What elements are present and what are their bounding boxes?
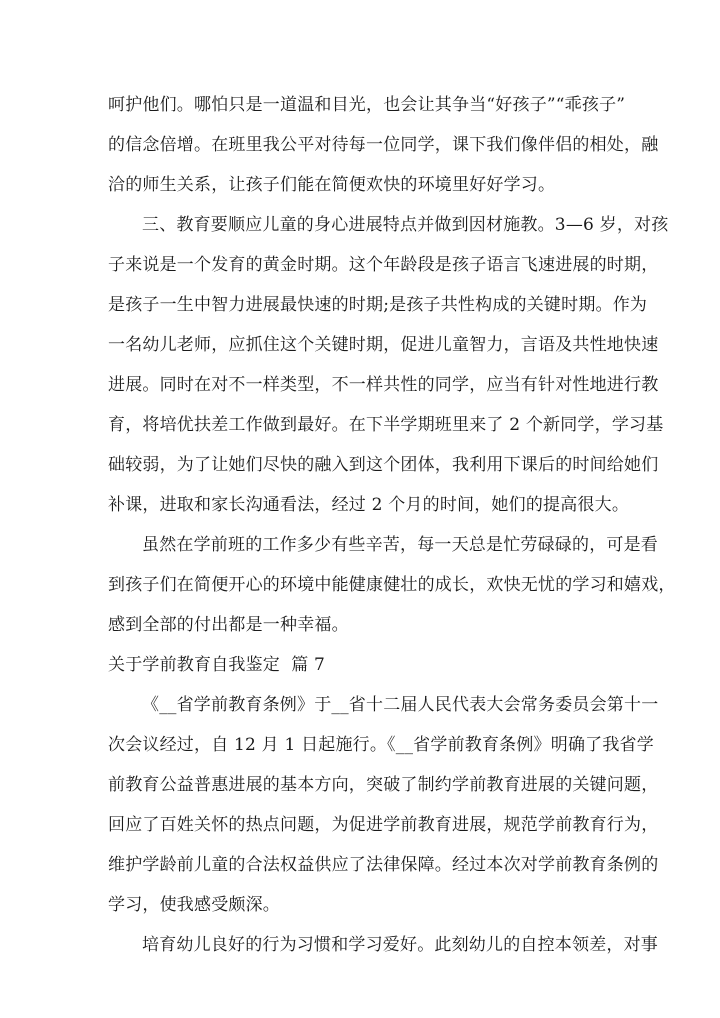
paragraph-line: 是孩子一生中智力进展最快速的时期;是孩子共性构成的关键时期。作为 bbox=[108, 295, 648, 315]
paragraph-line: 洽的师生关系，让孩子们能在简便欢快的环境里好好学习。 bbox=[108, 175, 556, 195]
paragraph-line: 进展。同时在对不一样类型，不一样共性的同学，应当有针对性地进行教 bbox=[108, 375, 659, 395]
paragraph-line: 子来说是一个发育的黄金时期。这个年龄段是孩子语言飞速进展的时期， bbox=[108, 255, 659, 275]
paragraph-line: 础较弱，为了让她们尽快的融入到这个团体，我利用下课后的时间给她们 bbox=[108, 455, 659, 475]
paragraph-line: 学习，使我感受颇深。 bbox=[108, 895, 280, 915]
paragraph-line: 三、教育要顺应儿童的身心进展特点并做到因材施教。3—6 岁，对孩 bbox=[142, 215, 669, 235]
paragraph-line: 补课，进取和家长沟通看法，经过 2 个月的时间，她们的提高很大。 bbox=[108, 495, 630, 515]
paragraph-line: 感到全部的付出都是一种幸福。 bbox=[108, 615, 349, 635]
paragraph-line: 《__省学前教育条例》于__省十二届人民代表大会常务委员会第十一 bbox=[142, 695, 659, 715]
paragraph-line: 培育幼儿良好的行为习惯和学习爱好。此刻幼儿的自控本领差，对事 bbox=[142, 935, 658, 955]
paragraph-line: 到孩子们在简便开心的环境中能健康健壮的成长，欢快无忧的学习和嬉戏， bbox=[108, 575, 676, 595]
paragraph-line: 虽然在学前班的工作多少有些辛苦，每一天总是忙劳碌碌的，可是看 bbox=[142, 535, 658, 555]
paragraph-line: 回应了百姓关怀的热点问题，为促进学前教育进展，规范学前教育行为， bbox=[108, 815, 659, 835]
paragraph-line: 一名幼儿老师，应抓住这个关键时期，促进儿童智力，言语及共性地快速 bbox=[108, 335, 659, 355]
paragraph-line: 次会议经过，自 12 月 1 日起施行。《__省学前教育条例》明确了我省学 bbox=[108, 735, 654, 755]
section-heading: 关于学前教育自我鉴定 篇 7 bbox=[108, 655, 326, 675]
paragraph-line: 呵护他们。哪怕只是一道温和目光，也会让其争当“好孩子”“乖孩子” bbox=[108, 95, 626, 115]
paragraph-line: 维护学龄前儿童的合法权益供应了法律保障。经过本次对学前教育条例的 bbox=[108, 855, 659, 875]
paragraph-line: 育，将培优扶差工作做到最好。在下半学期班里来了 2 个新同学，学习基 bbox=[108, 415, 664, 435]
paragraph-line: 的信念倍增。在班里我公平对待每一位同学，课下我们像伴侣的相处，融 bbox=[108, 135, 659, 155]
paragraph-line: 前教育公益普惠进展的基本方向，突破了制约学前教育进展的关键问题， bbox=[108, 775, 659, 795]
